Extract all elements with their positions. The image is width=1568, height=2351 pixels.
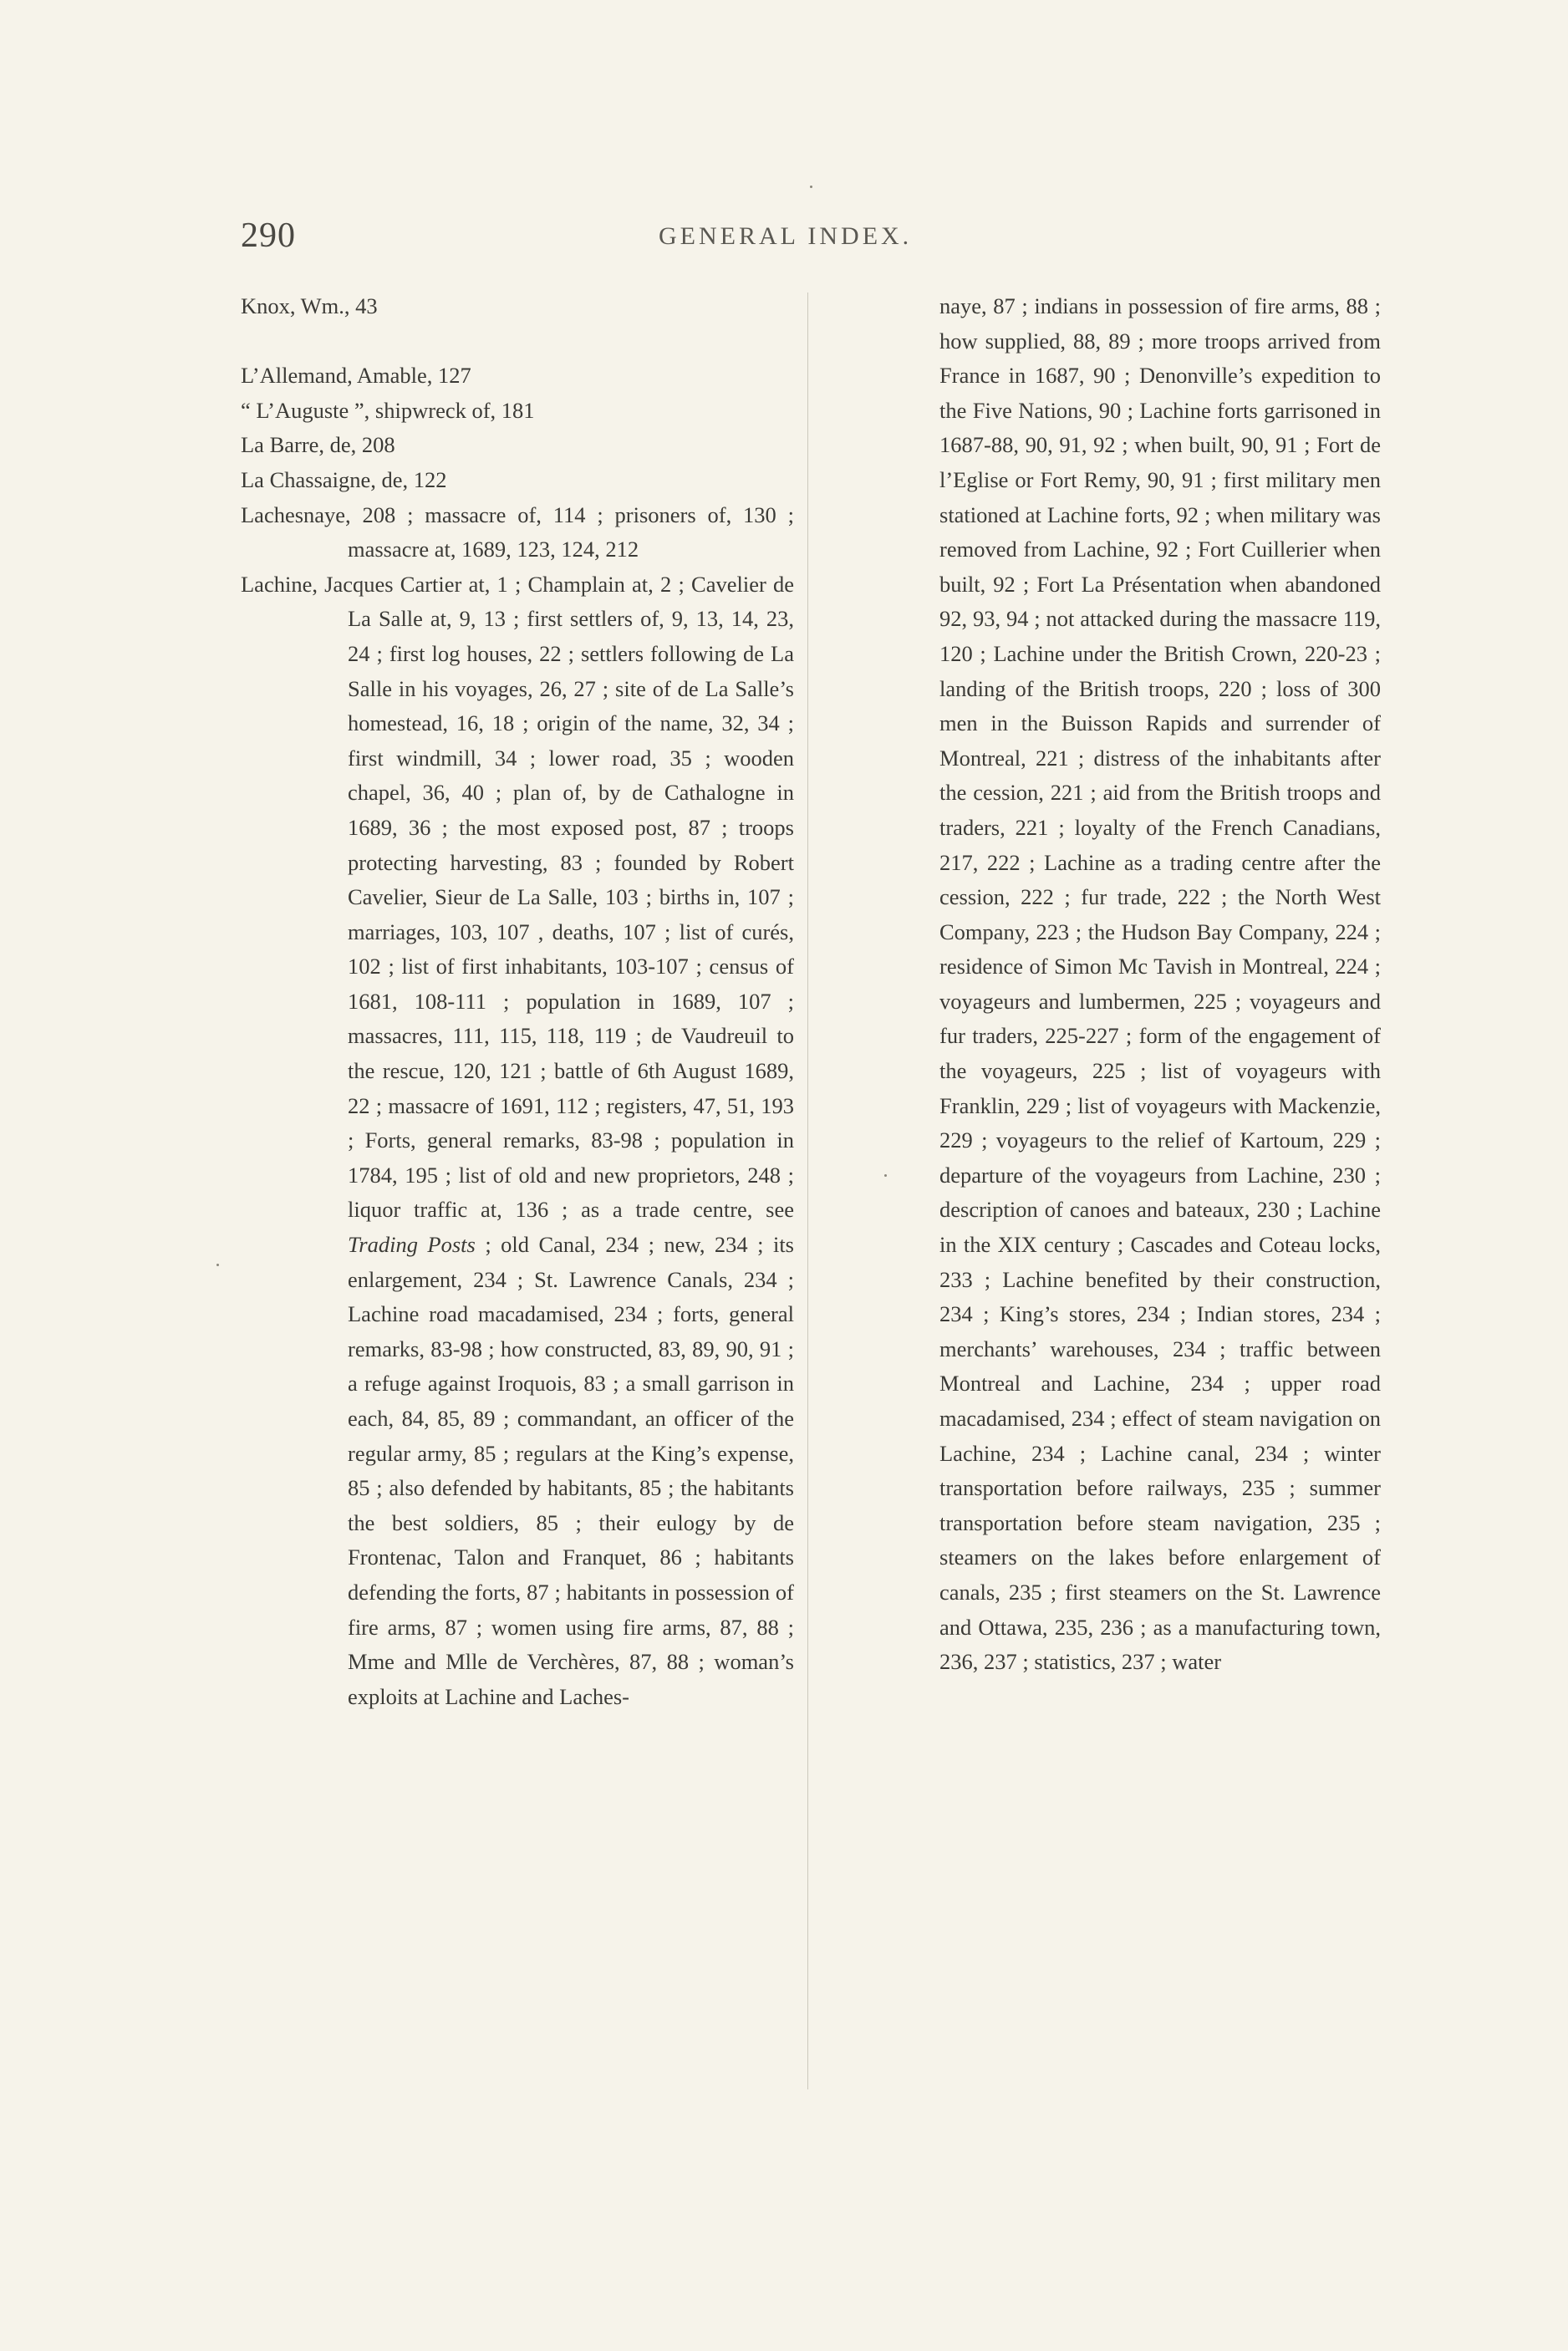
index-entry-knox: Knox, Wm., 43 [241, 293, 378, 318]
paper-speck [216, 1264, 219, 1266]
running-head: GENERAL INDEX. [659, 222, 913, 250]
index-entry-lachesnaye: Lachesnaye, 208 ; massacre of, 114 ; prisoners of, 130 ; massacre at, 1689, 123, 124, 212 [241, 501, 794, 562]
left-column [241, 289, 794, 1714]
column-divider [807, 293, 808, 2089]
index-entry-la-chassaigne: La Chassaigne, de, 122 [241, 466, 447, 492]
page-header [241, 216, 1377, 266]
page-number: 290 [241, 216, 296, 255]
index-entry-la-barre: La Barre, de, 208 [241, 432, 395, 458]
paper-speck [810, 186, 812, 188]
lachine-text-part1: Lachine, Jacques Cartier at, 1 ; Champlain at, 2 ; Cavelier de La Salle at, 9, 13 ; first settlers of, 9, 13, 14, 23, 24 ; first log houses, 22 ; settlers following de La Salle in his voyages, 26, 27 ; site of de La Salle’s homestead, 16, 18 ; origin of the name, 32, 34 ; first windmill, 34 ; lower road, 35 ; wooden chapel, 36, 40 ; plan of, by de Cathalogne in 1689, 36 ; the most exposed post, 87 ; troops protecting harvesting, 83 ; founded by Robert Cavelier, Sieur de La Salle, 103 ; births in, 107 ; marriages, 103, 107 , deaths, 107 ; list of curés, 102 ; list of first inhabitants, 103-107 ; census of 1681, 108-111 ; population in 1689, 107 ; massacres, 111, 115, 118, 119 ; de Vaudreuil to the rescue, 120, 121 ; battle of 6th August 1689, 22 ; massacre of 1691, 112 ; registers, 47, 51, 193 ; Forts, general remarks, 83-98 ; population in 1784, 195 ; list of old and new proprietors, 248 ; liquor traffic at, 136 ; as a trade centre, see [241, 571, 794, 1223]
index-entry-lachine [241, 567, 794, 1715]
paper-speck [884, 1174, 887, 1177]
lachine-text-part2: ; old Canal, 234 ; new, 234 ; its enlargement, 234 ; St. Lawrence Canals, 234 ; Lachine road macadamised, 234 ; forts, general remarks, 83-98 ; how constructed, 83, 89, 90, 91 ; a refuge against Iroquois, 83 ; a small garrison in each, 84, 85, 89 ; commandant, an officer of the regular army, 85 ; regulars at the King’s expense, 85 ; also defended by habitants, 85 ; the habitants the best soldiers, 85 ; their eulogy by de Frontenac, Talon and Franquet, 86 ; habitants defending the forts, 87 ; habitants in possession of fire arms, 87 ; women using fire arms, 87, 88 ; Mme and Mlle de Verchères, 87, 88 ; woman’s exploits at Lachine and Laches- [348, 1232, 794, 1709]
index-entry-lallemand: L’Allemand, Amable, 127 [241, 363, 471, 389]
trading-posts-reference: Trading Posts [348, 1232, 476, 1258]
right-column [939, 289, 1381, 1680]
index-entry-lauguste: “ L’Auguste ”, shipwreck of, 181 [241, 397, 535, 423]
entry-gap [241, 324, 794, 359]
lachine-continuation: naye, 87 ; indians in possession of fire arms, 88 ; how supplied, 88, 89 ; more troops arrived from France in 1687, 90 ; Denonville’s expedition to the Five Nations, 90 ; Lachine forts garrisoned in 1687-88, 90, 91, 92 ; when built, 90, 91 ; Fort de l’Eglise or Fort Remy, 90, 91 ; first military men stationed at Lachine forts, 92 ; when military was removed from Lachine, 92 ; Fort Cuillerier when built, 92 ; Fort La Présentation when abandoned 92, 93, 94 ; not attacked during the massacre 119, 120 ; Lachine under the British Crown, 220-23 ; landing of the British troops, 220 ; loss of 300 men in the Buisson Rapids and surrender of Montreal, 221 ; distress of the inhabitants after the cession, 221 ; aid from the British troops and traders, 221 ; loyalty of the French Canadians, 217, 222 ; Lachine as a trading centre after the cession, 222 ; fur trade, 222 ; the North West Company, 223 ; the Hudson Bay Company, 224 ; residence of Simon Mc Tavish in Montreal, 224 ; voyageurs and lumbermen, 225 ; voyageurs and fur traders, 225-227 ; form of the engagement of the voyageurs, 225 ; list of voyageurs with Franklin, 229 ; list of voyageurs with Mackenzie, 229 ; voyageurs to the relief of Kartoum, 229 ; departure of the voyageurs from Lachine, 230 ; description of canoes and bateaux, 230 ; Lachine in the XIX century ; Cascades and Coteau locks, 233 ; Lachine benefited by their construction, 234 ; King’s stores, 234 ; Indian stores, 234 ; merchants’ warehouses, 234 ; traffic between Montreal and Lachine, 234 ; upper road macadamised, 234 ; effect of steam navigation on Lachine, 234 ; Lachine canal, 234 ; winter transportation before railways, 235 ; summer transportation before steam navigation, 235 ; steamers on the lakes before enlargement of canals, 235 ; first steamers on the St. Lawrence and Ottawa, 235, 236 ; as a manufacturing town, 236, 237 ; statistics, 237 ; water [939, 293, 1381, 1675]
